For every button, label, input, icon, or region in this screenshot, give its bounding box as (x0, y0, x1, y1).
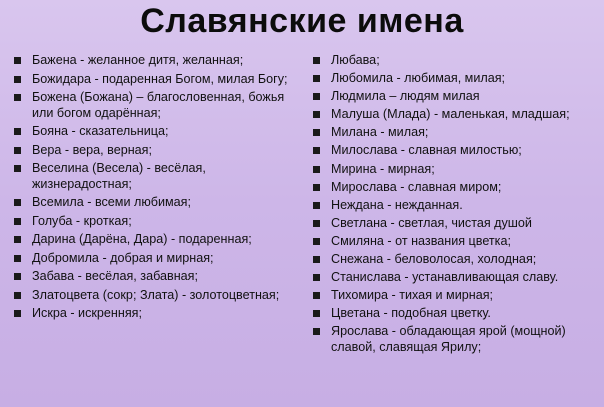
list-item (313, 324, 603, 355)
list-item (313, 107, 603, 123)
list-item (14, 72, 302, 88)
list-item-text: Любава; (331, 53, 380, 67)
list-item-text: Голуба - кроткая; (32, 213, 132, 228)
square-bullet-icon (313, 202, 320, 209)
square-bullet-icon (14, 199, 21, 206)
list-item-text: Забава - весёлая, забавная; (32, 269, 198, 283)
square-bullet-icon (14, 236, 21, 243)
list-item (14, 288, 302, 304)
square-bullet-icon (14, 94, 21, 101)
square-bullet-icon (14, 292, 21, 299)
square-bullet-icon (313, 93, 320, 100)
list-item (313, 306, 603, 322)
list-item (14, 251, 302, 267)
list-item-text: Мирослава - славная миром; (331, 179, 502, 194)
list-item-text: Любомила - любимая, милая; (331, 71, 506, 86)
list-item-text: Снежана - беловолосая, холодная; (331, 252, 537, 267)
square-bullet-icon (14, 147, 21, 154)
square-bullet-icon (313, 111, 320, 118)
list-item-text: Веселина (Весела) - весёлая, жизнерадостная; (32, 161, 206, 191)
square-bullet-icon (313, 292, 320, 299)
list-item-text: Милослава - славная милостью; (331, 143, 522, 158)
list-item (313, 288, 603, 304)
list-item (14, 269, 302, 285)
list-item (14, 53, 302, 69)
list-item-text: Смиляна - от названия цветка; (331, 233, 511, 248)
list-item-text: Людмила – людям милая (331, 89, 480, 104)
list-item-text: Вера - вера, верная; (32, 142, 152, 157)
square-bullet-icon (313, 57, 320, 64)
list-item (14, 232, 302, 248)
square-bullet-icon (14, 57, 21, 64)
square-bullet-icon (313, 310, 320, 317)
list-item (14, 90, 302, 121)
list-item (14, 124, 302, 140)
list-item (313, 125, 603, 141)
list-item-text: Тихомира - тихая и мирная; (331, 288, 494, 303)
list-item (313, 216, 603, 232)
right-name-list (313, 53, 603, 358)
list-item-text: Дарина (Дарёна, Дара) - подаренная; (32, 232, 252, 246)
square-bullet-icon (313, 166, 320, 173)
list-item (313, 252, 603, 268)
list-item (313, 71, 603, 87)
page-title: Славянские имена (140, 2, 464, 40)
list-item-text: Златоцвета (сокр; Злата) - золотоцветная; (32, 287, 280, 302)
square-bullet-icon (14, 255, 21, 262)
list-item (14, 306, 302, 322)
list-item (14, 161, 302, 192)
square-bullet-icon (14, 218, 21, 225)
square-bullet-icon (313, 256, 320, 263)
list-item-text: Неждана - нежданная. (331, 197, 463, 212)
square-bullet-icon (313, 274, 320, 281)
list-item (313, 234, 603, 250)
list-item (313, 143, 603, 159)
square-bullet-icon (313, 238, 320, 245)
list-item-text: Светлана - светлая, чистая душой (331, 215, 532, 230)
list-item-text: Цветана - подобная цветку. (331, 306, 491, 321)
list-item (14, 195, 302, 211)
list-item (313, 270, 603, 286)
square-bullet-icon (14, 273, 21, 280)
list-item (313, 198, 603, 214)
list-item-text: Милана - милая; (331, 125, 429, 140)
list-item (313, 180, 603, 196)
square-bullet-icon (313, 129, 320, 136)
list-item-text: Божидара - подаренная Богом, милая Богу; (32, 71, 288, 86)
square-bullet-icon (313, 220, 320, 227)
list-item-text: Ярослава - обладающая ярой (мощной) славой, славящая Ярилу; (331, 324, 566, 354)
list-item-text: Мирина - мирная; (331, 161, 435, 176)
square-bullet-icon (14, 128, 21, 135)
list-item-text: Бажена - желанное дитя, желанная; (32, 53, 244, 67)
list-item-text: Божена (Божана) – благословенная, божья или богом одарённая; (32, 90, 285, 120)
list-item (313, 162, 603, 178)
square-bullet-icon (14, 165, 21, 172)
square-bullet-icon (313, 75, 320, 82)
square-bullet-icon (313, 147, 320, 154)
square-bullet-icon (14, 310, 21, 317)
list-item-text: Искра - искренняя; (32, 306, 142, 320)
list-item-text: Малуша (Млада) - маленькая, младшая; (331, 107, 570, 122)
left-name-list (14, 53, 302, 325)
list-item (313, 53, 603, 69)
list-item (313, 89, 603, 105)
square-bullet-icon (313, 184, 320, 191)
list-item-text: Станислава - устанавливающая славу. (331, 270, 559, 285)
square-bullet-icon (313, 328, 320, 335)
list-item (14, 214, 302, 230)
list-item-text: Всемила - всеми любимая; (32, 195, 192, 209)
list-item-text: Бояна - сказательница; (32, 124, 169, 138)
square-bullet-icon (14, 76, 21, 83)
list-item-text: Добромила - добрая и мирная; (32, 250, 214, 265)
list-item (14, 143, 302, 159)
